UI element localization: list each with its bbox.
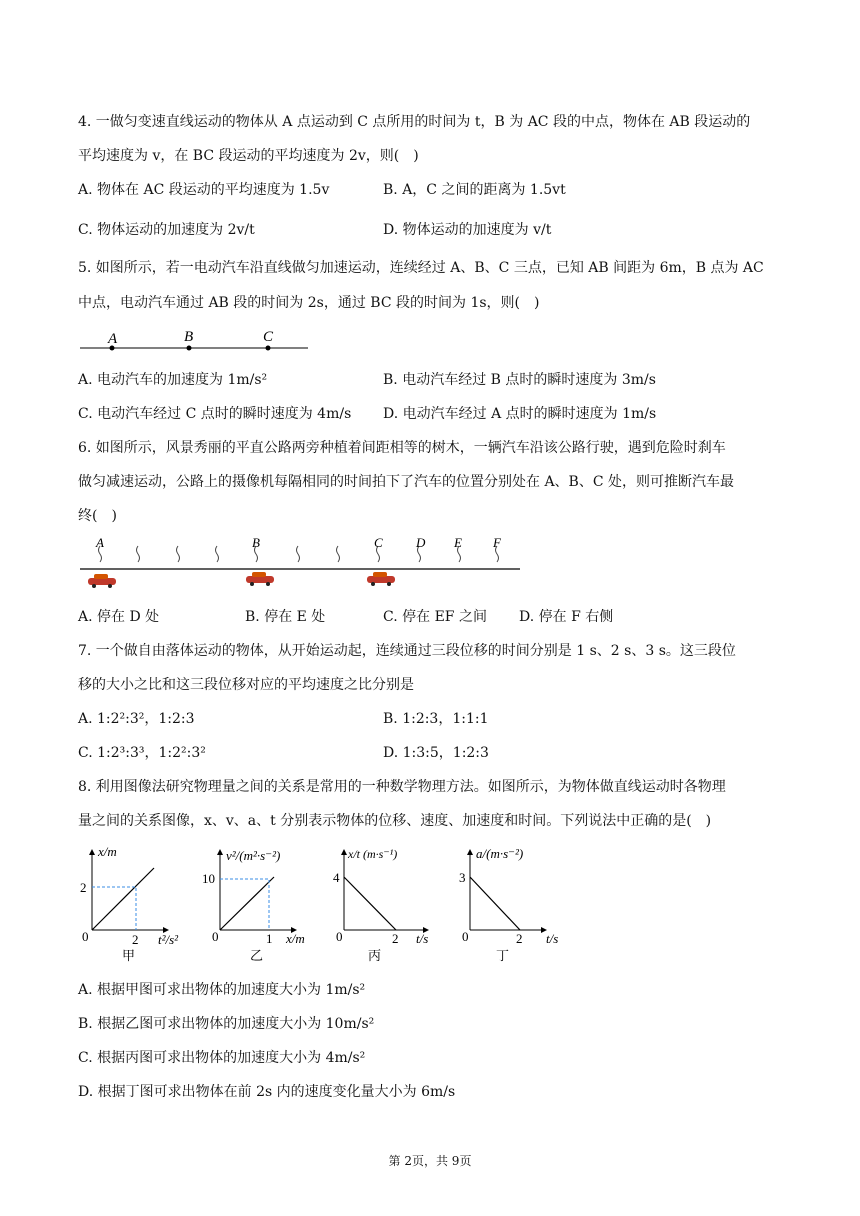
q6-option-c: C. 停在 EF 之间 bbox=[383, 609, 487, 625]
q7-stem-line2: 移的大小之比和这三段位移对应的平均速度之比分别是 bbox=[78, 677, 414, 693]
q8-graph-bing bbox=[330, 842, 450, 964]
graph-bing-ylabel: x/t (m·s⁻¹) bbox=[348, 847, 398, 861]
q6-label-c: C bbox=[374, 535, 383, 550]
q6-option-d: D. 停在 F 右侧 bbox=[519, 609, 614, 625]
graph-yi-xtick: 1 bbox=[266, 931, 273, 946]
q7-option-c: C. 1:2³:3³，1:2²:3² bbox=[78, 745, 206, 761]
q4-option-b: B. A，C 之间的距离为 1.5vt bbox=[383, 182, 566, 198]
q4-stem-line1: 4. 一做匀变速直线运动的物体从 A 点运动到 C 点所用的时间为 t，B 为 AC 段的中点，物体在 AB 段运动的 bbox=[78, 114, 751, 130]
q5-label-c: C bbox=[263, 329, 274, 345]
q8-option-a: A. 根据甲图可求出物体的加速度大小为 1m/s² bbox=[78, 982, 366, 998]
q6-label-b: B bbox=[252, 535, 260, 550]
graph-jia-caption: 甲 bbox=[122, 948, 136, 963]
graph-ding-xlabel: t/s bbox=[546, 931, 559, 946]
graph-yi-origin: 0 bbox=[212, 929, 219, 944]
graph-ding-ylabel: a/(m·s⁻²) bbox=[476, 846, 524, 861]
q6-label-a: A bbox=[96, 535, 104, 550]
graph-bing-xtick: 2 bbox=[392, 931, 399, 946]
q5-option-a: A. 电动汽车的加速度为 1m/s² bbox=[78, 372, 268, 388]
q5-stem-line2: 中点，电动汽车通过 AB 段的时间为 2s，通过 BC 段的时间为 1s，则( ) bbox=[78, 295, 540, 311]
q8-option-b: B. 根据乙图可求出物体的加速度大小为 10m/s² bbox=[78, 1016, 375, 1032]
q4-option-d: D. 物体运动的加速度为 v/t bbox=[383, 222, 552, 238]
q5-label-b: B bbox=[184, 329, 194, 345]
q4-option-a: A. 物体在 AC 段运动的平均速度为 1.5v bbox=[78, 182, 330, 198]
graph-yi-ylabel: v²/(m²·s⁻²) bbox=[226, 848, 281, 863]
q6-label-e: E bbox=[454, 535, 462, 550]
q6-stem-line3: 终( ) bbox=[78, 508, 117, 524]
q4-stem-line2: 平均速度为 v，在 BC 段运动的平均速度为 2v，则( ) bbox=[78, 148, 419, 164]
graph-ding-xtick: 2 bbox=[516, 931, 523, 946]
q8-graph-ding bbox=[450, 842, 575, 964]
q7-stem-line1: 7. 一个做自由落体运动的物体，从开始运动起，连续通过三段位移的时间分别是 1 s、2 s、3 s。这三段位 bbox=[78, 643, 736, 659]
graph-bing-caption: 丙 bbox=[368, 948, 382, 963]
graph-yi-xlabel: x/m bbox=[286, 931, 305, 946]
graph-jia-ylabel: x/m bbox=[98, 844, 117, 859]
graph-ding-caption: 丁 bbox=[496, 948, 510, 963]
q5-stem-line1: 5. 如图所示，若一电动汽车沿直线做匀加速运动，连续经过 A、B、C 三点，已知 AB 间距为 6m，B 点为 AC bbox=[78, 260, 764, 276]
q7-option-a: A. 1:2²:3²，1:2:3 bbox=[78, 711, 195, 727]
page-footer: 第 2页，共 9页 bbox=[388, 1154, 472, 1168]
q8-option-d: D. 根据丁图可求出物体在前 2s 内的速度变化量大小为 6m/s bbox=[78, 1084, 456, 1100]
graph-jia-origin: 0 bbox=[82, 929, 89, 944]
graph-bing-ytick: 4 bbox=[333, 870, 340, 885]
q5-option-b: B. 电动汽车经过 B 点时的瞬时速度为 3m/s bbox=[383, 372, 656, 388]
graph-bing-xlabel: t/s bbox=[416, 931, 429, 946]
q5-option-c: C. 电动汽车经过 C 点时的瞬时速度为 4m/s bbox=[78, 406, 352, 422]
q6-label-d: D bbox=[416, 535, 426, 550]
graph-jia-ytick: 2 bbox=[80, 880, 87, 895]
graph-jia-xtick: 2 bbox=[132, 932, 139, 947]
q8-stem-line2: 量之间的关系图像，x、v、a、t 分别表示物体的位移、速度、加速度和时间。下列说法中正确的是( ) bbox=[78, 813, 712, 829]
graph-yi-ytick: 10 bbox=[202, 871, 215, 886]
graph-ding-ytick: 3 bbox=[459, 870, 466, 885]
q7-option-d: D. 1:3:5，1:2:3 bbox=[383, 745, 489, 761]
q8-stem-line1: 8. 利用图像法研究物理量之间的关系是常用的一种数学物理方法。如图所示，为物体做直线运动时各物理 bbox=[78, 779, 726, 795]
q4-option-c: C. 物体运动的加速度为 2v/t bbox=[78, 222, 255, 238]
q6-figure bbox=[76, 532, 526, 594]
graph-ding-origin: 0 bbox=[462, 929, 469, 944]
q8-graph-yi bbox=[200, 842, 330, 964]
q5-figure bbox=[76, 322, 316, 356]
q6-option-b: B. 停在 E 处 bbox=[245, 609, 326, 625]
graph-yi-caption: 乙 bbox=[250, 948, 264, 963]
q6-stem-line2: 做匀减速运动，公路上的摄像机每隔相同的时间拍下了汽车的位置分别处在 A、B、C 处，则可推断汽车最 bbox=[78, 474, 735, 490]
q7-option-b: B. 1:2:3，1:1:1 bbox=[383, 711, 489, 727]
q5-option-d: D. 电动汽车经过 A 点时的瞬时速度为 1m/s bbox=[383, 406, 657, 422]
q8-option-c: C. 根据丙图可求出物体的加速度大小为 4m/s² bbox=[78, 1050, 366, 1066]
q5-label-a: A bbox=[108, 331, 118, 347]
graph-jia-xlabel: t²/s² bbox=[158, 932, 179, 947]
q6-label-f: F bbox=[493, 535, 501, 550]
graph-bing-origin: 0 bbox=[336, 929, 343, 944]
car-icon-b bbox=[246, 572, 274, 586]
q8-graph-jia bbox=[78, 842, 198, 964]
car-icon-c bbox=[367, 572, 395, 586]
q6-option-a: A. 停在 D 处 bbox=[78, 609, 160, 625]
q6-stem-line1: 6. 如图所示，风景秀丽的平直公路两旁种植着间距相等的树木，一辆汽车沿该公路行驶，遇到危险时刹车 bbox=[78, 440, 726, 456]
car-icon-a bbox=[88, 574, 116, 588]
